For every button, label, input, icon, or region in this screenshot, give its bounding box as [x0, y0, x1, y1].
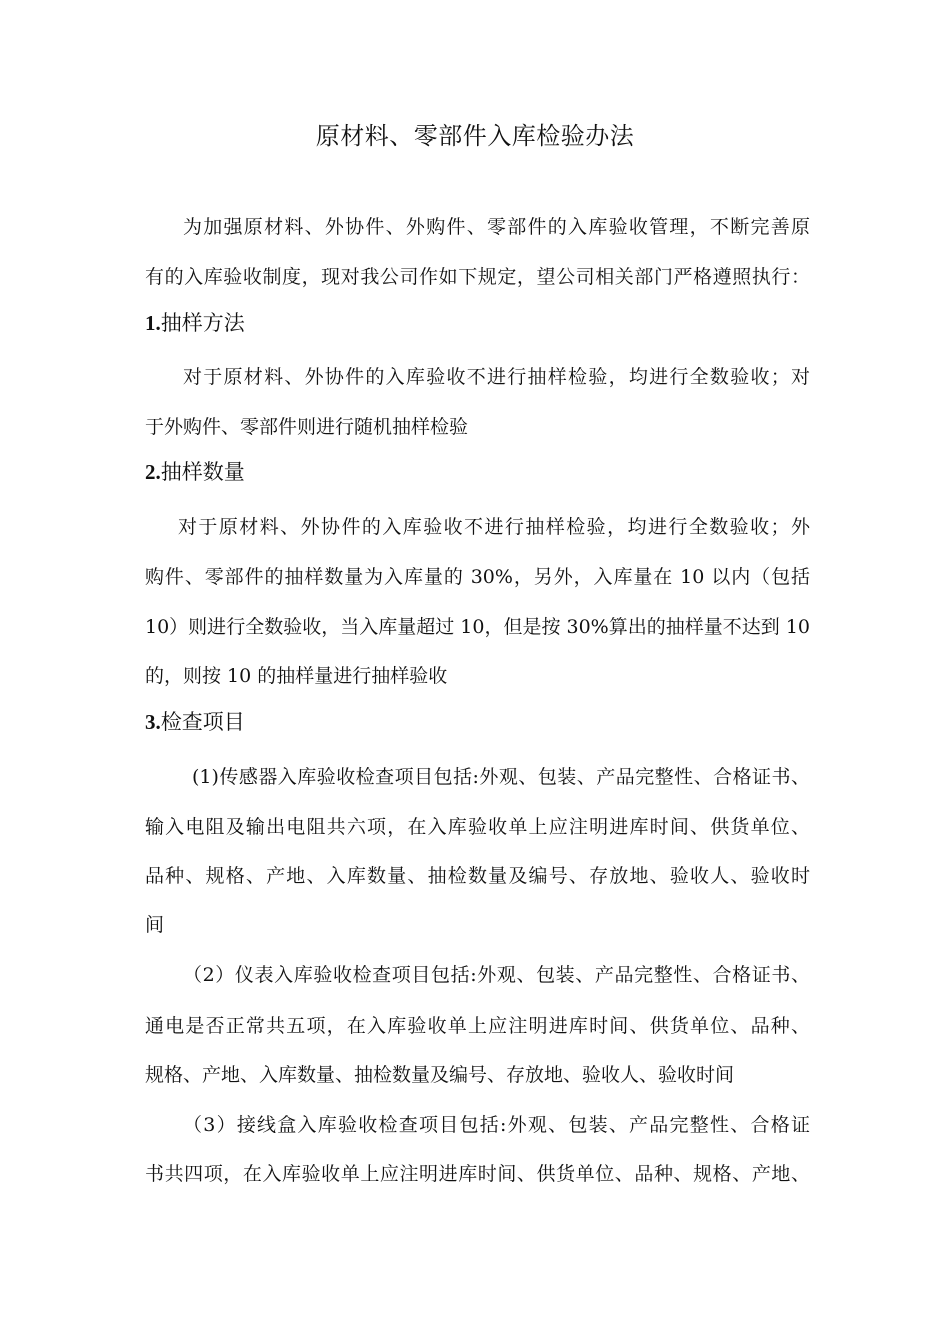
item-3-line-2: 书共四项，在入库验收单上应注明进库时间、供货单位、品种、规格、产地、	[145, 1163, 810, 1185]
item-1-line-3: 品种、规格、产地、入库数量、抽检数量及编号、存放地、验收人、验收时	[145, 865, 810, 887]
section-1-title: 抽样方法	[160, 311, 245, 335]
item-2-line-2: 通电是否正常共五项，在入库验收单上应注明进库时间、供货单位、品种、	[145, 1015, 810, 1037]
item-1-line-4: 间	[145, 914, 165, 936]
intro-line-1: 为加强原材料、外协件、外购件、零部件的入库验收管理，不断完善原	[183, 216, 810, 238]
section-1-number: 1.	[145, 311, 161, 335]
section-1-heading	[145, 307, 245, 337]
item-3-line-1: （3）接线盒入库验收检查项目包括:外观、包装、产品完整性、合格证	[183, 1114, 810, 1136]
section-3-heading	[145, 706, 245, 736]
section-2-line-3: 10）则进行全数验收，当入库量超过 10，但是按 30%算出的抽样量不达到 10	[145, 616, 810, 638]
section-2-title: 抽样数量	[160, 460, 245, 484]
section-3-title: 检查项目	[160, 710, 245, 734]
section-1-line-2: 于外购件、零部件则进行随机抽样检验	[145, 416, 469, 438]
section-2-heading	[145, 456, 245, 486]
intro-line-2: 有的入库验收制度，现对我公司作如下规定，望公司相关部门严格遵照执行：	[145, 266, 810, 288]
section-2-number: 2.	[145, 460, 161, 484]
section-3-number: 3.	[145, 710, 161, 734]
item-1-line-2: 输入电阻及输出电阻共六项，在入库验收单上应注明进库时间、供货单位、	[145, 816, 810, 838]
section-2-line-4: 的，则按 10 的抽样量进行抽样验收	[145, 665, 448, 687]
item-2-line-3: 规格、产地、入库数量、抽检数量及编号、存放地、验收人、验收时间	[145, 1064, 735, 1086]
item-2-line-1: （2）仪表入库验收检查项目包括:外观、包装、产品完整性、合格证书、	[183, 964, 810, 986]
section-2-line-2: 购件、零部件的抽样数量为入库量的 30%，另外，入库量在 10 以内（包括	[145, 566, 810, 588]
document-title: 原材料、零部件入库检验办法	[315, 122, 635, 150]
item-1-line-1: (1)传感器入库验收检查项目包括:外观、包装、产品完整性、合格证书、	[192, 766, 810, 788]
section-2-line-1: 对于原材料、外协件的入库验收不进行抽样检验，均进行全数验收；外	[178, 516, 810, 538]
section-1-line-1: 对于原材料、外协件的入库验收不进行抽样检验，均进行全数验收；对	[183, 366, 810, 388]
